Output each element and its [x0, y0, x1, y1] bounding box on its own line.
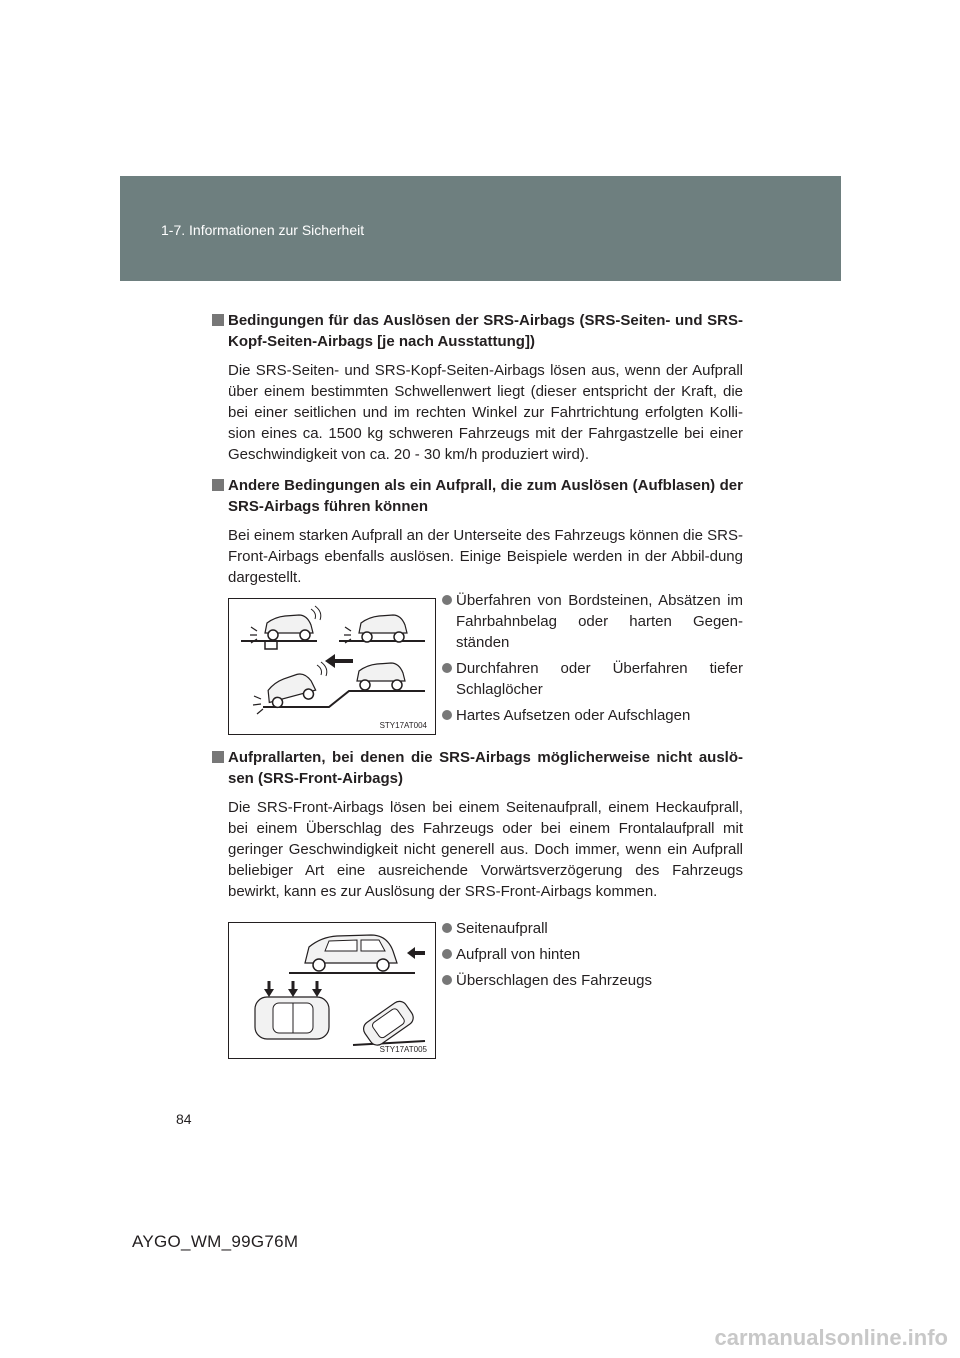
round-bullet-icon [442, 595, 452, 605]
list-item: Hartes Aufsetzen oder Aufschlagen [442, 705, 743, 726]
square-bullet-icon [212, 751, 224, 763]
section-body: Die SRS-Front-Airbags lösen bei einem Seitenaufprall, einem Heckaufprall, bei einem Überschlag des Fahrzeugs oder bei einem Frontalaufprall mit geringer Geschwindigkeit nicht generell aus. Doch immer, wenn ein Aufprall beliebiger Art eine ausreichende Vorwärtsverzögerung des Fahrzeugs bewirkt, kann es zur Auslösung der SRS-Front-Airbags kommen. [228, 799, 743, 900]
car-collision-illustration [229, 923, 435, 1058]
round-bullet-icon [442, 710, 452, 720]
section-body: Die SRS-Seiten- und SRS-Kopf-Seiten-Airbags lösen aus, wenn der Aufprall über einem bestimmten Schwellenwert liegt (dieser entspricht der Kraft, die bei einer seitlichen und im rechten Winkel zur Fahrtrichtung erfolgten Kolli-sion eines ca. 1500 kg schweren Fahrzeugs mit der Fahrgastzelle bei einer Geschwindigkeit von ca. 20 - 30 km/h produziert wird). [228, 362, 743, 463]
car-curb-illustration [229, 599, 435, 734]
square-bullet-icon [212, 479, 224, 491]
figure-code: STY17AT005 [379, 1045, 427, 1054]
watermark: carmanualsonline.info [714, 1325, 948, 1350]
list-item: Überfahren von Bordsteinen, Absätzen im Fahrbahnbelag oder harten Gegen-ständen [442, 590, 743, 653]
illustration-collision-types [228, 922, 436, 1059]
section-body: Bei einem starken Aufprall an der Unterseite des Fahrzeugs können die SRS-Front-Airbags ebenfalls auslösen. Einige Beispiele werden in der Abbil-dung dargestellt. [228, 527, 743, 586]
section-heading: Andere Bedingungen als ein Aufprall, die zum Auslösen (Aufblasen) der SRS-Airbags führen können [212, 475, 743, 517]
square-bullet-icon [212, 314, 224, 326]
bullet-list [442, 918, 743, 1059]
section-airbag-side-conditions [212, 310, 743, 465]
illustration-underbody-impact [228, 598, 436, 735]
section-heading: Aufprallarten, bei denen die SRS-Airbags möglicherweise nicht auslö-sen (SRS-Front-Airbags) [212, 747, 743, 789]
round-bullet-icon [442, 923, 452, 933]
section-non-deploy-types [212, 747, 743, 1059]
chapter-header-band [120, 176, 841, 281]
list-item: Seitenaufprall [442, 918, 743, 939]
bullet-list [442, 590, 743, 735]
figure-row [228, 922, 743, 1059]
page-number: 84 [176, 1111, 192, 1127]
section-heading: Bedingungen für das Auslösen der SRS-Airbags (SRS-Seiten- und SRS-Kopf-Seiten-Airbags [je nach Ausstattung]) [212, 310, 743, 352]
round-bullet-icon [442, 949, 452, 959]
page-content [212, 310, 743, 1071]
round-bullet-icon [442, 975, 452, 985]
figure-row [228, 592, 743, 735]
section-other-conditions [212, 475, 743, 735]
round-bullet-icon [442, 663, 452, 673]
list-item: Durchfahren oder Überfahren tiefer Schlaglöcher [442, 658, 743, 700]
figure-code: STY17AT004 [379, 721, 427, 730]
chapter-title: 1-7. Informationen zur Sicherheit [161, 222, 365, 238]
list-item: Überschlagen des Fahrzeugs [442, 970, 743, 991]
list-item: Aufprall von hinten [442, 944, 743, 965]
document-code: AYGO_WM_99G76M [132, 1232, 299, 1251]
